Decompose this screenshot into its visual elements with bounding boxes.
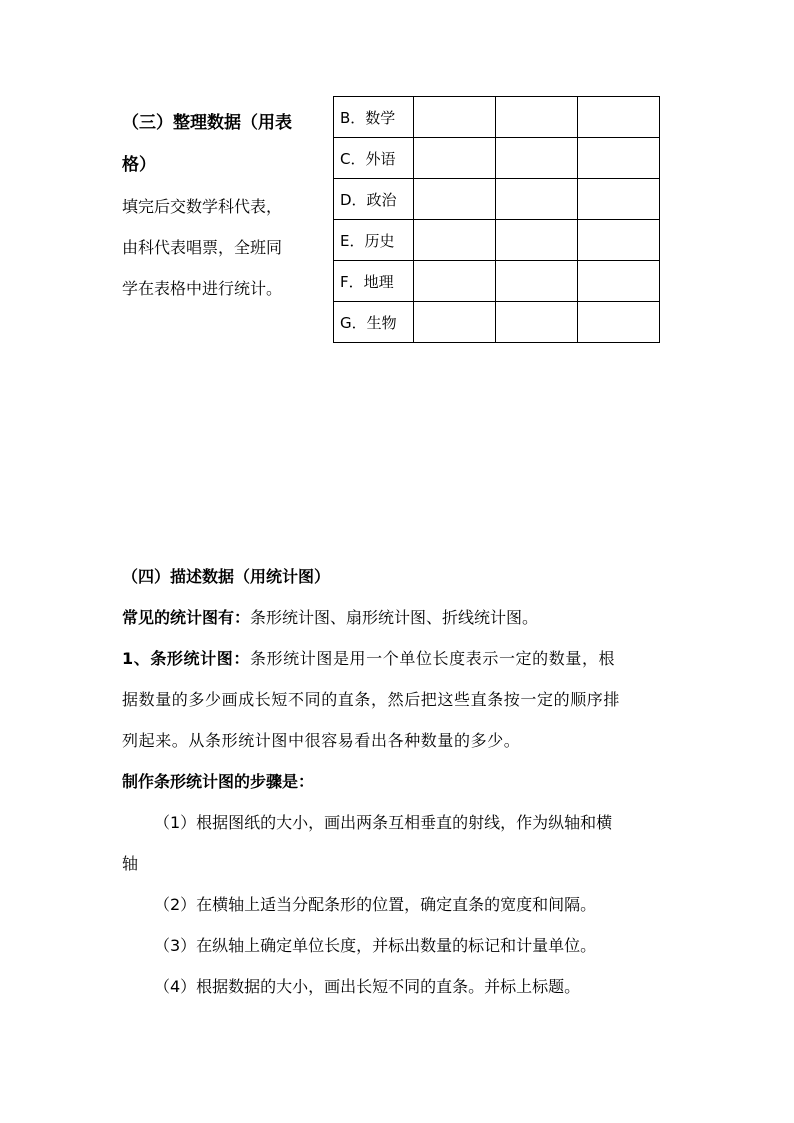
section3-body-line2: 由科代表唱票，全班同 (122, 238, 283, 257)
step-3: （3）在纵轴上确定单位长度，并标出数量的标记和计量单位。 (154, 936, 597, 955)
section3-title-line2: 格） (122, 155, 156, 175)
tally-cell (496, 179, 578, 220)
step-1-line2: 轴 (122, 854, 139, 873)
bar-chart-label: 1、条形统计图： (122, 649, 250, 668)
section4 (122, 556, 682, 1007)
common-charts-label: 常见的统计图有： (122, 608, 251, 627)
tally-cell (578, 220, 660, 261)
tally-cell (414, 220, 496, 261)
subject-tally-table (333, 96, 660, 343)
section3-title-line1: （三）整理数据（用表 (122, 113, 292, 133)
steps-title: 制作条形统计图的步骤是： (122, 772, 315, 791)
table-row (334, 138, 660, 179)
tally-cell (496, 138, 578, 179)
tally-cell (578, 261, 660, 302)
subject-label: F．地理 (334, 261, 414, 302)
table-row (334, 220, 660, 261)
tally-cell (414, 302, 496, 343)
section4-title: （四）描述数据（用统计图） (122, 567, 331, 586)
table-row (334, 302, 660, 343)
tally-cell (578, 138, 660, 179)
tally-cell (496, 302, 578, 343)
tally-cell (414, 97, 496, 138)
common-charts-line (122, 597, 682, 638)
tally-cell (496, 97, 578, 138)
tally-cell (496, 220, 578, 261)
tally-cell (578, 179, 660, 220)
subject-label: E．历史 (334, 220, 414, 261)
bar-chart-definition-line1 (122, 638, 682, 679)
tally-cell (414, 179, 496, 220)
step-2: （2）在横轴上适当分配条形的位置，确定直条的宽度和间隔。 (154, 895, 597, 914)
bar-chart-text-1: 条形统计图是用一个单位长度表示一定的数量，根 (249, 649, 616, 668)
table-row (334, 261, 660, 302)
tally-cell (414, 261, 496, 302)
bar-chart-definition-line3: 列起来。从条形统计图中很容易看出各种数量的多少。 (122, 731, 521, 750)
section3-text (122, 102, 322, 309)
step-1-line1: （1）根据图纸的大小，画出两条互相垂直的射线，作为纵轴和横 (154, 813, 613, 832)
common-charts-text: 条形统计图、扇形统计图、折线统计图。 (250, 608, 539, 627)
step-4: （4）根据数据的大小，画出长短不同的直条。并标上标题。 (154, 977, 581, 996)
section3-body-line1: 填完后交数学科代表， (122, 197, 283, 216)
tally-cell (496, 261, 578, 302)
table-row (334, 179, 660, 220)
table-row (334, 97, 660, 138)
tally-cell (414, 138, 496, 179)
subject-label: G．生物 (334, 302, 414, 343)
subject-label: C．外语 (334, 138, 414, 179)
subject-label: D．政治 (334, 179, 414, 220)
tally-cell (578, 302, 660, 343)
tally-cell (578, 97, 660, 138)
section3-body-line3: 学在表格中进行统计。 (122, 279, 283, 298)
subject-label: B．数学 (334, 97, 414, 138)
bar-chart-definition-line2: 据数量的多少画成长短不同的直条，然后把这些直条按一定的顺序排 (122, 690, 621, 709)
